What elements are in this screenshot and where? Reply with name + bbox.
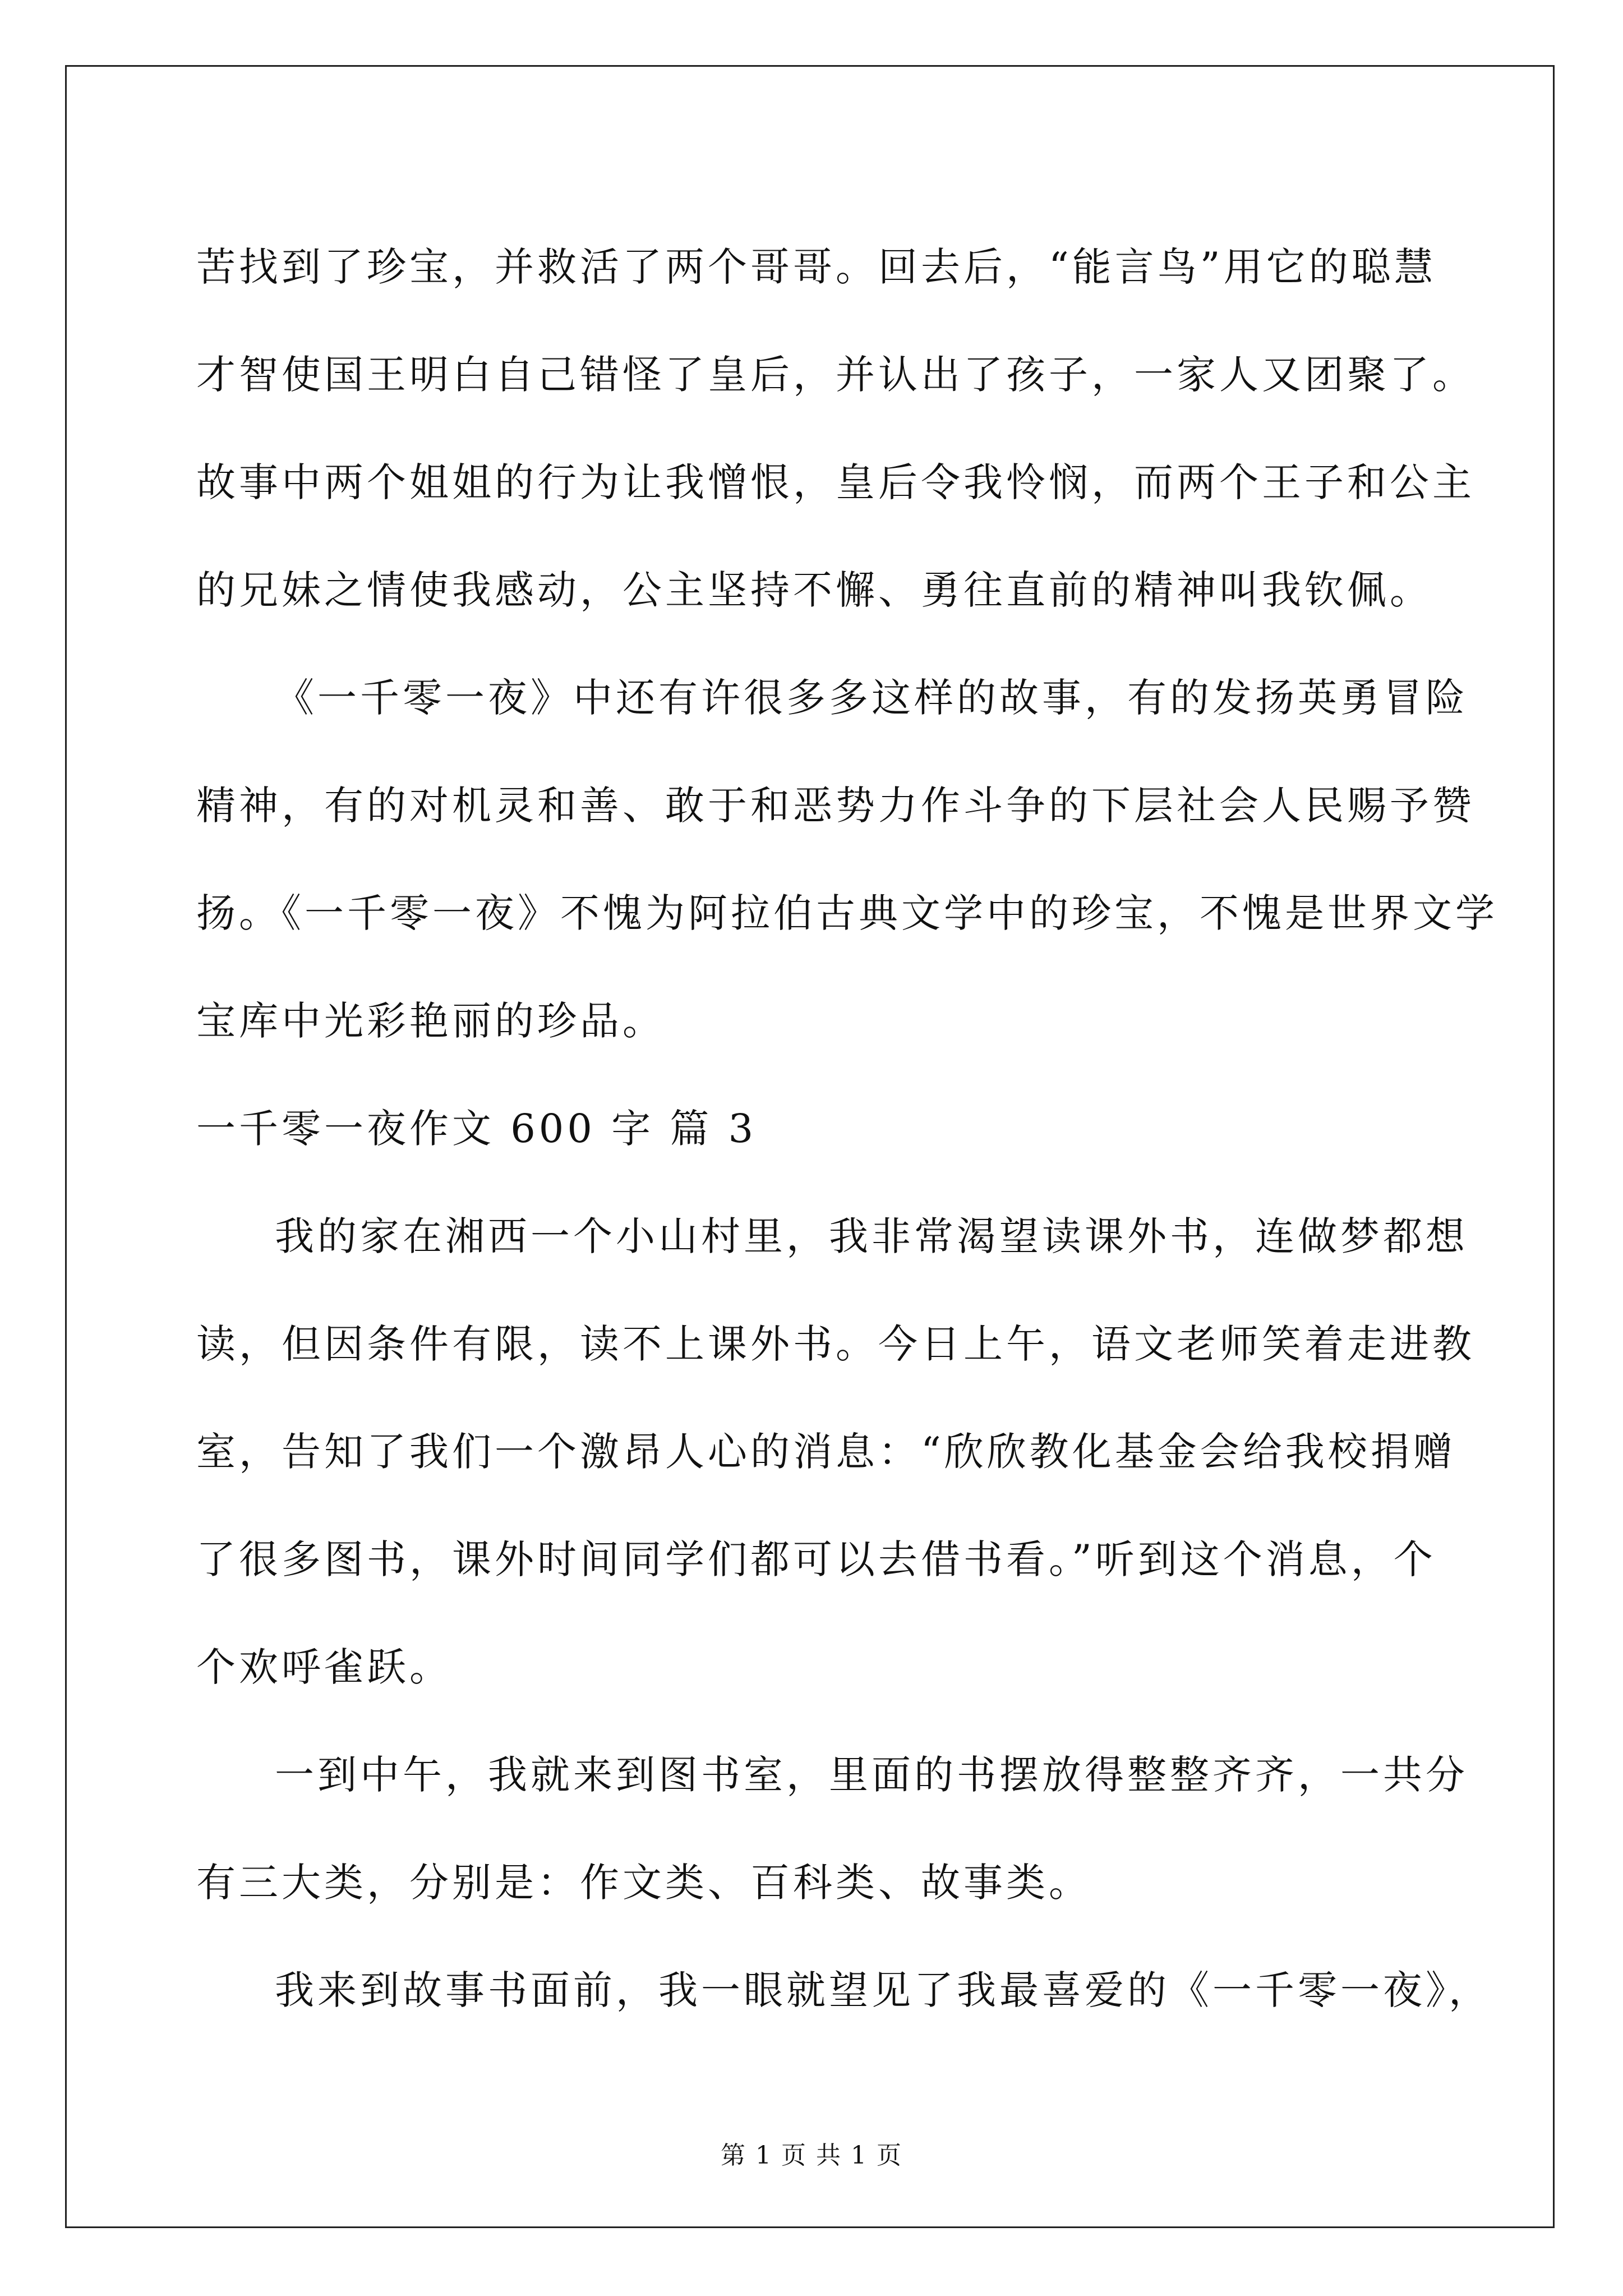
text-line: 宝库中光彩艳丽的珍品。 (196, 998, 665, 1044)
text-line: 才智使国王明白自己错怪了皇后，并认出了孩子，一家人又团聚了。 (196, 352, 1475, 398)
paragraph-start-line: 《一千零一夜》中还有许很多多这样的故事，有的发扬英勇冒险 (275, 675, 1468, 721)
text-line: 个欢呼雀跃。 (196, 1644, 452, 1690)
section-heading: 一千零一夜作文 600 字 篇 3 (196, 1106, 757, 1152)
paragraph-start-line: 我的家在湘西一个小山村里，我非常渴望读课外书，连做梦都想 (275, 1213, 1468, 1259)
paragraph-start-line: 我来到故事书面前，我一眼就望见了我最喜爱的《一千零一夜》， (275, 1967, 1491, 2013)
paragraph-start-line: 一到中午，我就来到图书室，里面的书摆放得整整齐齐，一共分 (275, 1752, 1468, 1798)
text-line: 室，告知了我们一个激昂人心的消息：“欣欣教化基金会给我校捐赠 (196, 1429, 1456, 1475)
text-line: 的兄妹之情使我感动，公主坚持不懈、勇往直前的精神叫我钦佩。 (196, 567, 1432, 613)
page-number-footer: 第 1 页 共 1 页 (721, 2141, 902, 2170)
text-line: 有三大类，分别是：作文类、百科类、故事类。 (196, 1860, 1091, 1906)
text-line: 故事中两个姐姐的行为让我憎恨，皇后令我怜悯，而两个王子和公主 (196, 459, 1475, 505)
text-line: 扬。《一千零一夜》不愧为阿拉伯古典文学中的珍宝，不愧是世界文学 (196, 890, 1498, 936)
text-line: 精神，有的对机灵和善、敢于和恶势力作斗争的下层社会人民赐予赞 (196, 783, 1475, 829)
text-line: 苦找到了珍宝，并救活了两个哥哥。回去后，“能言鸟”用它的聪慧 (196, 244, 1437, 290)
text-line: 了很多图书，课外时间同学们都可以去借书看。”听到这个消息，个 (196, 1536, 1436, 1582)
document-body (196, 213, 1498, 2044)
text-line: 读，但因条件有限，读不上课外书。今日上午，语文老师笑着走进教 (196, 1321, 1475, 1367)
